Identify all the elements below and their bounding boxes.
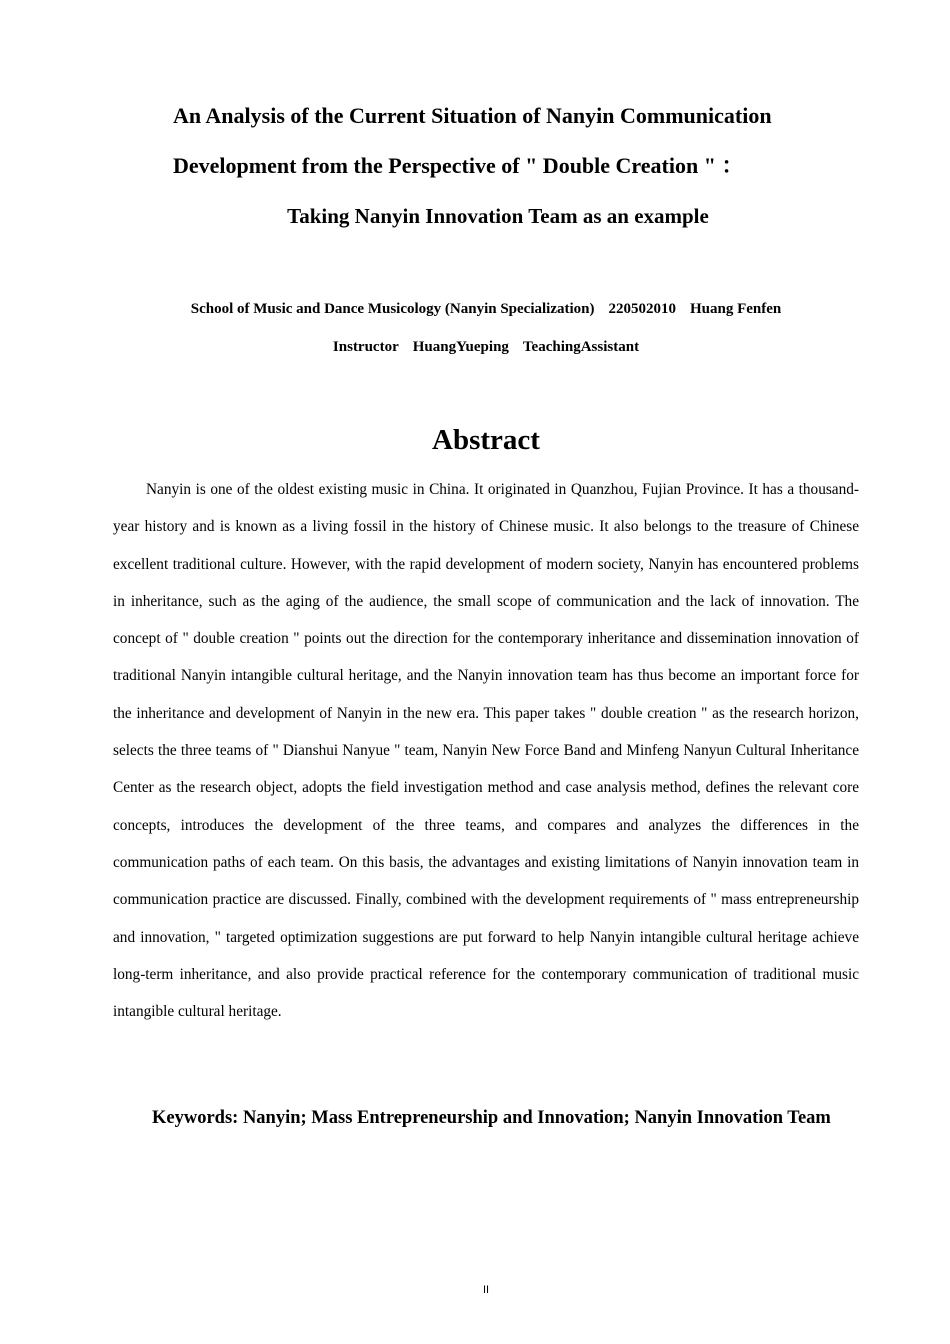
keywords: Keywords: Nanyin; Mass Entrepreneurship and Innovation; Nanyin Innovation Team — [152, 1108, 831, 1128]
abstract-body: Nanyin is one of the oldest existing music in China. It originated in Quanzhou, Fujian Province. It has a thousand-year history and is known as a living fossil in the history of Chinese music. It also belongs to the treasure of Chinese excellent traditional culture. However, with the rapid development of modern society, Nanyin has encountered problems in inheritance, such as the aging of the audience, the small scope of communication and the lack of innovation. The concept of " double creation " points out the direction for the contemporary inheritance and dissemination innovation of traditional Nanyin intangible cultural heritage, and the Nanyin innovation team has thus become an important force for the inheritance and development of Nanyin in the new era. This paper takes " double creation " as the research horizon, selects the three teams of " Dianshui Nanyue " team, Nanyin New Force Band and Minfeng Nanyun Cultural Inheritance Center as the research object, adopts the field investigation method and case analysis method, defines the relevant core concepts, introduces the development of the three teams, and compares and analyzes the differences in the communication paths of each team. On this basis, the advantages and existing limitations of Nanyin innovation team in communication practice are discussed. Finally, combined with the development requirements of " mass entrepreneurship and innovation, " targeted optimization suggestions are put forward to help Nanyin intangible cultural heritage achieve long-term inheritance, and also provide practical reference for the contemporary communication of traditional music intangible cultural heritage. — [113, 481, 859, 1021]
author-line — [0, 299, 950, 319]
author-name: Huang Fenfen — [690, 301, 782, 317]
school-name: School of Music and Dance Musicology (Nanyin Specialization) — [190, 301, 595, 317]
abstract-heading: Abstract — [432, 424, 540, 456]
title-line-1: An Analysis of the Current Situation of Nanyin Communication — [173, 103, 772, 128]
title-line-2: Development from the Perspective of " Double Creation " ： — [173, 153, 744, 178]
student-id: 220502010 — [608, 301, 676, 317]
instructor-title: TeachingAssistant — [522, 339, 640, 355]
instructor-label: Instructor — [332, 339, 399, 355]
subtitle: Taking Nanyin Innovation Team as an example — [287, 204, 709, 228]
page-number: II — [482, 1284, 490, 1296]
instructor-line — [0, 337, 950, 357]
instructor-name: HuangYueping — [412, 339, 509, 355]
